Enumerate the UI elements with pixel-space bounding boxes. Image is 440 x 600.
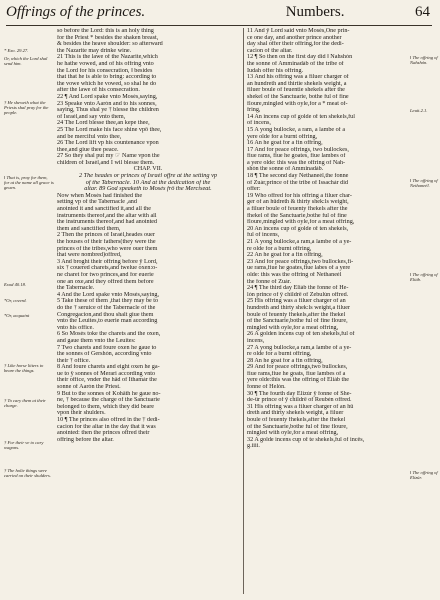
- right-text-line: an hundreth and thirtie shekels weight, a: [247, 80, 347, 87]
- left-text-line: the sonnes of Gershón, according vnto: [57, 351, 152, 358]
- left-text-line: the instruments thereof,and had anointed: [57, 219, 158, 226]
- left-text-line: 4 And the Lord spake vnto Mosés,saying,: [57, 291, 159, 298]
- page-number: 64: [414, 4, 430, 20]
- right-text-line: incens,: [247, 337, 265, 344]
- left-text-line: that that he is able to bring: according to: [57, 74, 157, 81]
- left-text-line: instruments thereof,and the altar with all: [57, 212, 157, 219]
- left-text-line: the Nazarite may drinke wine.: [57, 47, 132, 54]
- right-margin-note: Leuit.2.1.: [410, 108, 428, 113]
- left-text-line: the vowe which he vowed, so shal he do: [57, 80, 157, 87]
- left-text-line: six † couered charets,and twelue oxen:o-: [57, 265, 158, 272]
- left-text-line: 2 The heades or princes of Israél offre at the setting vp: [78, 173, 218, 180]
- page-header: [6, 4, 430, 24]
- right-text-line: filuer boule of feuentie shekels after the: [247, 87, 345, 94]
- right-text-line: 31 His offring was a filuer charger of an hū: [247, 403, 354, 410]
- right-text-line: 16 An he goat for a fin offring,: [247, 140, 323, 147]
- left-text-line: altar. 89 God speaketh to Mosés frō the Merciseat.: [84, 186, 212, 193]
- left-text-line: the Lord for his consecration, ‖ besides: [57, 67, 153, 74]
- left-margin-note: † The holie things were carried on their shulders.: [4, 468, 51, 478]
- right-text-line: 12 ¶ So then on the first day did ‖ Nahshón: [247, 54, 353, 61]
- left-text-line: setting vp of the Tabernacle ,and: [57, 199, 137, 206]
- right-text-line: 30 ¶ The fourth day Elizúr ÿ fonne of She-: [247, 390, 352, 397]
- right-text-line: 18 ¶ The second day Nethaneél,the fonne: [247, 173, 349, 180]
- left-text-line: their office, vnder the hād of Ithamár the: [57, 377, 157, 384]
- right-text-line: 26 A golden incens cup of ten shekels,ful of: [247, 331, 355, 338]
- right-text-line: 13 And his offring was a filuer charger of: [247, 74, 349, 81]
- left-margin-note: ‖ That is, pray for them, for at the name all grace is geuen.: [4, 175, 54, 190]
- right-text-line: shón the sonne of Amminadáb.: [247, 166, 324, 173]
- right-text-line: of Zuár,prince of the tribe of Issachár did: [247, 179, 349, 186]
- left-text-line: princes of the tribes,who were ouer them: [57, 245, 158, 252]
- left-margin-note: † Like horse litters to beare the things.: [4, 363, 44, 373]
- running-title: Offrings of the princes.: [6, 4, 146, 20]
- left-text-line: 8 And foure charets and eight oxen he ga-: [57, 364, 160, 371]
- left-text-line: their † office.: [57, 357, 91, 364]
- right-text-line: 24 ¶ The third day Eliáb the fonne of He-: [247, 285, 349, 292]
- left-text-line: vpon their shulders.: [57, 410, 106, 417]
- left-text-line: 5 Take these of them ,that they may be to: [57, 298, 159, 305]
- right-text-line: g.iiii.: [247, 443, 260, 450]
- left-margin-note: Exod 40.18.: [4, 282, 27, 287]
- left-text-line: ue to ÿ sonnes of Merari according vnto: [57, 370, 156, 377]
- left-text-column: [57, 28, 239, 594]
- right-text-line: floure,mingled with oyle,for a meat offring,: [247, 219, 355, 226]
- left-text-line: 25 The Lord make his face shine vpō thee,: [57, 126, 162, 133]
- left-text-line: one an oxe,and they offred them before: [57, 278, 154, 285]
- right-text-line: mingled with oyle,for a meat offring,: [247, 430, 339, 437]
- right-text-line: day shal offer their offring,for the dedi-: [247, 41, 344, 48]
- left-margin-note: * Exo. 29.27.: [4, 48, 29, 53]
- left-text-line: 26 The Lord lift vp his countenance vpon: [57, 140, 159, 147]
- right-text-line: floure,mingled with oyle,for a * meat of-: [247, 100, 348, 107]
- left-text-line: 2 Then the princes of Israél,heades ouer: [57, 232, 155, 239]
- left-text-line: and be merciful vnto thee,: [57, 133, 122, 140]
- right-text-line: 17 And for peace offrings, two bullockes,: [247, 146, 349, 153]
- right-text-column: [247, 28, 407, 594]
- left-text-line: ne charet for two princes,and for euerie: [57, 271, 154, 278]
- right-text-line: 23 And for peace offrings,two bullockes,fi-: [247, 258, 354, 265]
- right-text-line: de-ûr prince of ÿ childrē of Reubén offred.: [247, 397, 352, 404]
- left-text-line: anointed it and sanctified it,and all the: [57, 206, 151, 213]
- right-text-line: 15 A yong bullocke, a ram, a lambe of a: [247, 126, 346, 133]
- right-text-line: 25 His offring was a filuer charger of an: [247, 298, 346, 305]
- left-text-line: 3 And broght their offring before ÿ Lord,: [57, 258, 158, 265]
- left-text-line: saying, Thus shal ye † blesse the children: [57, 107, 159, 114]
- left-text-line: Now when Mosés had finished the: [57, 192, 143, 199]
- right-text-line: Iudah offer his offring.: [247, 67, 304, 74]
- left-text-line: 27 So they shal put my ☞ Name vpon the: [57, 153, 160, 160]
- right-text-line: fring,: [247, 107, 261, 114]
- left-text-line: 9 But to the sonnes of Kohāth he gaue no-: [57, 390, 161, 397]
- left-text-line: & besides the heave shoulder: so afterward: [57, 41, 163, 48]
- left-text-line: Congregacion,and thou shalt giue them: [57, 311, 154, 318]
- right-text-line: fiue rams, fiue he goates, fiue lambes of: [247, 153, 346, 160]
- right-text-line: ce one day, and another prince another: [247, 34, 342, 41]
- right-margin-note: ‖ The offring of Nahshón.: [410, 55, 438, 65]
- header-rule: [6, 25, 432, 26]
- right-text-line: fiue rams,fiue he goats, fiue lambes of a: [247, 370, 346, 377]
- right-margin-note: ‖ The offring of Elizúr.: [410, 470, 438, 480]
- right-text-line: 11 And ÿ Lord said vnto Mosés,One prin-: [247, 28, 350, 34]
- left-text-line: 6 So Mosés toke the charets and the oxen,: [57, 331, 161, 338]
- right-text-line: a yere olde: this was the offring of Nah-: [247, 159, 346, 166]
- left-text-line: sonne of Aarón the Priest.: [57, 384, 121, 391]
- book-name: Numbers.: [285, 4, 345, 20]
- left-text-line: thee,and giue thee peace.: [57, 146, 119, 153]
- right-text-line: 32 A golde incens cup of te shekels,ful of incês,: [247, 436, 365, 443]
- left-text-line: he hathe vowed, and of his offring vnto: [57, 60, 154, 67]
- right-text-line: ger of an hūdreth & thirty shek:ls weight,: [247, 199, 349, 206]
- right-text-line: 21 A yong bullocke,a ram,a lambe of a ye-: [247, 239, 352, 245]
- right-text-line: ue rams,fiue he goates,fiue labes of a yere: [247, 265, 351, 272]
- left-text-line: ne, † because the charge of the Sanctuarie: [57, 397, 160, 404]
- right-margin-note: ‖ The offring of Eliáb.: [410, 272, 438, 282]
- right-text-line: 27 A yong bullocke,a ram,a lambe of a ye-: [247, 344, 352, 351]
- left-text-line: cacion for the altar in the day that it was: [57, 423, 156, 430]
- left-text-line: after the lawe of his consecration.: [57, 87, 140, 94]
- right-text-line: yere olde:this was the offring of Eliáb the: [247, 377, 350, 384]
- right-text-line: yere olde for a burnt offring,: [247, 133, 318, 140]
- left-text-line: 10 ¶ The princes also offred in the † dedi-: [57, 417, 160, 424]
- left-margin-note: Or, which the Lord shal send him.: [4, 56, 48, 66]
- right-text-line: lón prince of ÿ childrē of Zebulún offred.: [247, 291, 349, 298]
- left-text-line: 23 Speake vnto Aarón and to his sonnes,: [57, 100, 157, 107]
- left-text-line: CHAP. VII.: [133, 166, 163, 173]
- left-text-line: them and sanctified them,: [57, 225, 121, 232]
- right-text-line: of the Sanctuarie,bothe ful of fine floure,: [247, 423, 348, 430]
- left-text-line: belonged to them, which they did beare: [57, 403, 155, 410]
- left-margin-note: *Or, acquaint: [4, 313, 30, 318]
- left-text-line: 24 The Lord blesse thee,an kepe thee,: [57, 120, 150, 127]
- left-text-line: 7 Two charets and foure oxen he gaue to: [57, 344, 157, 351]
- left-text-line: the Tabernacle.: [57, 285, 95, 292]
- left-margin-note: † To cary them at their charge.: [4, 398, 46, 408]
- left-text-line: that were nombred)offred,: [57, 252, 122, 259]
- left-text-line: 21 This is the lawe of the Nazarite,which: [57, 54, 158, 61]
- left-text-line: vnto his office.: [57, 324, 94, 331]
- left-text-line: of the Tabernacle. 10 And at the dedication of the: [85, 179, 211, 186]
- right-text-line: 19 Who offred for his offring a filuer char-: [247, 192, 352, 199]
- left-margin-note: † He sheweth what the Priests shal pray for the people.: [4, 100, 49, 115]
- right-text-line: the sonne of Amminadáb of the tribe of: [247, 60, 344, 67]
- right-text-line: hundreth and thirty shek:ls weight,a filuer: [247, 304, 351, 311]
- right-text-line: offer:: [247, 186, 261, 193]
- left-text-line: for the Priest * besides the shaken breast,: [57, 34, 159, 41]
- column-divider: [243, 28, 244, 594]
- right-text-line: the fonne of Zuár.: [247, 278, 291, 285]
- right-text-line: 28 An he goat for a fin offring,: [247, 357, 323, 364]
- right-text-line: re olde for a burnt offring,: [247, 351, 312, 358]
- right-text-line: cacion of the altar.: [247, 47, 293, 54]
- left-text-line: vnto the Leuites,to euerie man according: [57, 318, 158, 325]
- left-text-line: offring before the altar.: [57, 436, 114, 443]
- right-text-line: shekel of the Sanctuarie, bothe ful of fine: [247, 93, 349, 100]
- right-text-line: 20 An incens cup of golde of ten shekels,: [247, 225, 349, 232]
- right-text-line: 22 An he goat for a fin offring,: [247, 252, 323, 259]
- right-margin-note: ‖ The offring of Nethaneél.: [410, 178, 438, 188]
- right-text-line: of incens,: [247, 120, 271, 127]
- left-text-line: and gaue them vnto the Leuites:: [57, 337, 136, 344]
- left-text-line: so before the Lord: this is an holy thing: [57, 28, 154, 34]
- left-text-line: the houses of their fathers(they were the: [57, 239, 156, 245]
- right-text-line: boule of feuenty fhekels,after the fhekel: [247, 417, 346, 424]
- right-text-line: mingled with oyle,for a meat offring,: [247, 324, 339, 331]
- left-margin-note: *Or, coverd.: [4, 298, 27, 303]
- right-text-line: boule of feuenty fhekels,after the fhekel: [247, 311, 346, 318]
- left-text-line: children of Israél,and I wil blesse them.: [57, 159, 155, 166]
- right-text-line: fonne of Helón.: [247, 384, 286, 391]
- right-text-line: 14 An incens cup of golde of ten shekels,ful: [247, 113, 355, 120]
- right-text-line: olde: this was the offring of Nethaneél: [247, 271, 342, 278]
- left-text-line: 22 ¶ And Lord spake vnto Mosés,saying,: [57, 93, 158, 100]
- right-text-line: ful of incens,: [247, 232, 280, 239]
- left-text-line: do the † seruice of the Tabernacle of the: [57, 304, 156, 311]
- left-text-line: of Israél,and say vnto them,: [57, 113, 126, 120]
- right-text-line: a filuer boule of feuenty fhekels after the: [247, 206, 348, 213]
- right-text-line: fhekel of the Sanctuarie,bothe ful of fine: [247, 212, 347, 219]
- right-text-line: 29 And for peace offrings,two bullockes,: [247, 364, 348, 371]
- left-text-line: anointed: then the princes offred their: [57, 430, 150, 437]
- right-text-line: re olde for a burnt offring,: [247, 245, 312, 252]
- right-text-line: of the Sanctuarie,bothe ful of fine floure,: [247, 318, 348, 325]
- right-text-line: dreth and thirty shekels weight, a filuer: [247, 410, 344, 417]
- left-margin-note: † For their ve to cary wagons.: [4, 440, 44, 450]
